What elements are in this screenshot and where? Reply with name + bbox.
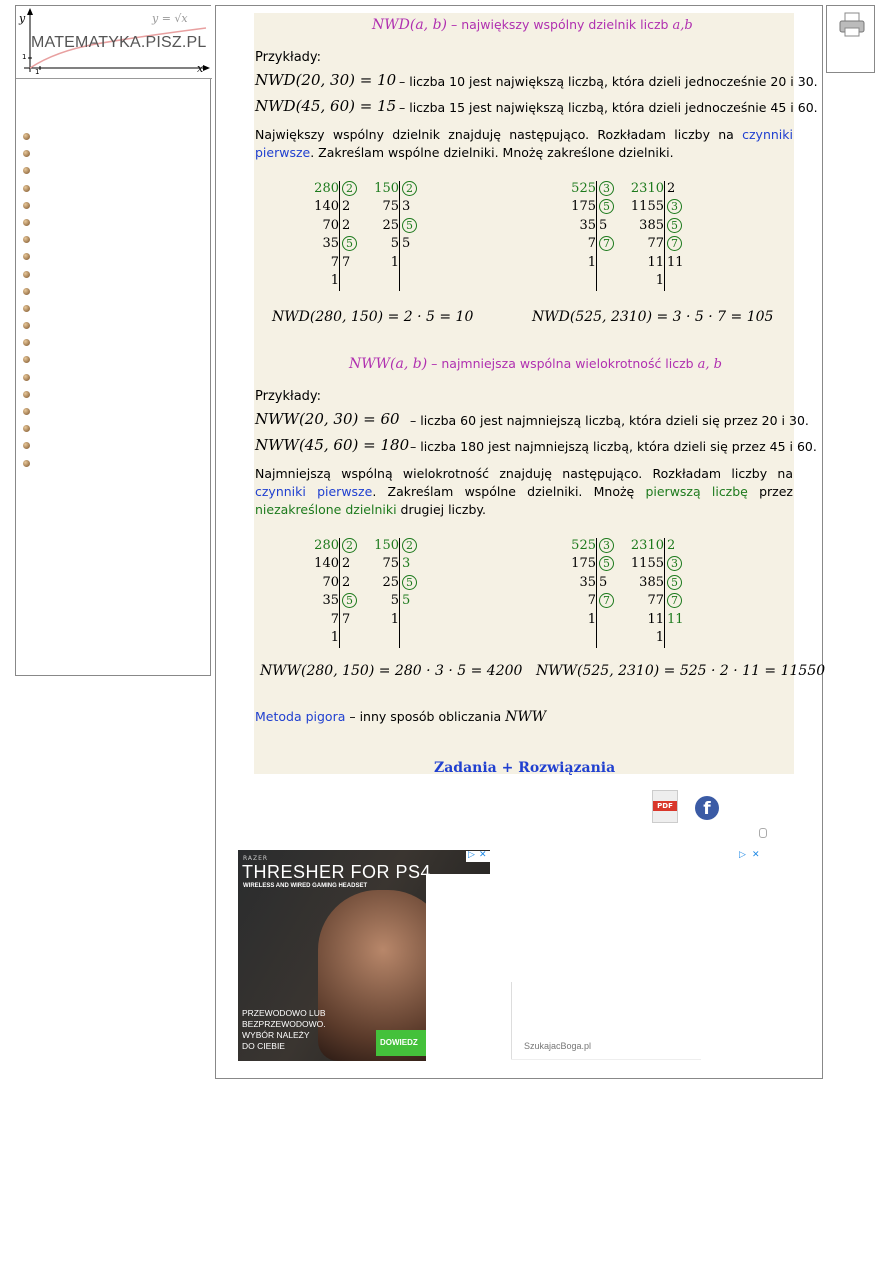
pdf-icon-label: PDF — [653, 801, 677, 811]
pdf-icon[interactable] — [652, 790, 678, 823]
bullet-icon — [23, 271, 30, 278]
factor-number: 35 — [322, 236, 339, 252]
factor-divisor — [667, 236, 682, 251]
pigor-text: – inny sposób obliczania — [345, 709, 506, 724]
factor-number: 140 — [314, 199, 339, 215]
nww-heading-vars: a, b — [697, 357, 722, 372]
bullet-icon — [23, 202, 30, 209]
nww-result-2: NWW(525, 2310) = 525 · 2 · 11 = 11550 — [536, 663, 826, 679]
nww-para-green2: niezakreślone dzielniki — [255, 502, 397, 517]
factor-number: 7 — [587, 236, 596, 252]
sidebar — [15, 5, 211, 676]
bullet-icon — [23, 167, 30, 174]
nww-paragraph — [255, 465, 793, 519]
factor-divisor — [667, 199, 682, 214]
nww-para-c: przez — [747, 484, 793, 499]
ad-cta-button[interactable]: DOWIEDZ — [376, 1030, 426, 1056]
nww-para-green1: pierwszą liczbę — [645, 484, 748, 499]
article-content — [254, 13, 826, 776]
ad-white-panel — [426, 874, 490, 1061]
factor-divisor — [667, 575, 682, 590]
factor-divisor: 5 — [599, 217, 608, 233]
bullet-icon — [23, 236, 30, 243]
circled-divisor: 2 — [402, 538, 417, 553]
factor-number: 75 — [382, 556, 399, 572]
factor-number: 75 — [382, 199, 399, 215]
factor-divisor — [599, 199, 614, 214]
factor-table — [309, 538, 429, 650]
ad2-divider — [511, 982, 512, 1060]
sidebar-item[interactable] — [23, 319, 203, 336]
logo-function: y = √x — [152, 12, 188, 25]
circled-divisor: 7 — [599, 593, 614, 608]
logo-x-label: x — [197, 62, 204, 75]
bullet-icon — [23, 339, 30, 346]
logo-tick-x: 1 — [35, 68, 40, 76]
factor-number: 385 — [639, 574, 664, 590]
factor-divisor: 2 — [342, 217, 351, 233]
bullet-icon — [23, 219, 30, 226]
sidebar-item[interactable] — [23, 457, 203, 474]
factor-divisor — [667, 218, 682, 233]
factor-number: 1155 — [630, 556, 664, 572]
nww-para-b: . Zakreślam wspólne dzielniki. Mnożę — [372, 484, 646, 499]
factor-divisor: 5 — [599, 574, 608, 590]
division-bar — [596, 538, 597, 648]
sidebar-item[interactable] — [23, 199, 203, 216]
nww-examples-label: Przykłady: — [255, 389, 322, 404]
link-czynniki-pierwsze-2[interactable]: czynniki pierwsze — [255, 484, 373, 499]
nwd-ex2-math: NWD(45, 60) = 15 — [255, 97, 397, 115]
bullet-icon — [23, 442, 30, 449]
nww-para-d: drugiej liczby. — [396, 502, 486, 517]
circled-divisor: 2 — [402, 181, 417, 196]
circled-divisor: 7 — [667, 593, 682, 608]
factor-number: 140 — [314, 556, 339, 572]
sidebar-item[interactable] — [23, 268, 203, 285]
factor-divisor: 2 — [342, 574, 351, 590]
factor-divisor — [342, 538, 357, 553]
factor-divisor — [599, 593, 614, 608]
factor-divisor — [402, 538, 417, 553]
circled-divisor: 2 — [342, 538, 357, 553]
logo-tick-y: 1 — [22, 53, 27, 61]
factor-number: 1155 — [630, 199, 664, 215]
link-metoda-pigora[interactable]: Metoda pigora — [255, 709, 346, 724]
factor-divisor — [402, 218, 417, 233]
factor-number: 35 — [322, 593, 339, 609]
factor-divisor: 2 — [667, 181, 676, 196]
ad-brand: RAZER — [243, 855, 269, 862]
factor-divisor: 3 — [402, 556, 411, 572]
ad2-choices[interactable] — [739, 851, 763, 862]
circled-divisor: 5 — [667, 218, 682, 233]
factor-number: 25 — [382, 574, 399, 590]
factor-number: 35 — [579, 217, 596, 233]
factor-number: 70 — [322, 574, 339, 590]
factor-number: 11 — [647, 611, 664, 627]
factor-number: 150 — [374, 181, 399, 196]
ad-close-icon[interactable]: ✕ — [479, 850, 487, 860]
nwd-heading-math: NWD(a, b) — [372, 17, 447, 33]
ad2-choices-icon[interactable]: ▷ — [739, 850, 746, 860]
factor-divisor — [342, 236, 357, 251]
nww-result-1: NWW(280, 150) = 280 · 3 · 5 = 4200 — [260, 663, 523, 679]
factor-number: 280 — [314, 538, 339, 553]
sidebar-item[interactable] — [23, 164, 203, 181]
ad2-domain[interactable]: SzukajacBoga.pl — [524, 1041, 592, 1051]
bullet-icon — [23, 408, 30, 415]
circled-divisor: 5 — [599, 556, 614, 571]
factor-divisor: 2 — [342, 199, 351, 215]
factor-table — [564, 538, 704, 650]
factor-number: 77 — [647, 593, 664, 609]
factor-number: 175 — [571, 556, 596, 572]
factor-divisor: 2 — [667, 538, 676, 553]
ad-banner-2[interactable] — [511, 850, 761, 1061]
factor-number: 7 — [330, 254, 339, 270]
link-czynniki-pierwsze[interactable]: czynniki pierwsze — [255, 127, 793, 160]
circled-divisor: 5 — [342, 236, 357, 251]
factor-number: 77 — [647, 236, 664, 252]
sidebar-item[interactable] — [23, 422, 203, 439]
nww-ex1-math: NWW(20, 30) = 60 — [255, 410, 400, 428]
nww-heading — [349, 356, 722, 372]
factor-divisor: 11 — [667, 254, 684, 270]
circled-divisor: 2 — [342, 181, 357, 196]
nwd-para-b: . Zakreślam wspólne dzielniki. Mnożę zakreślone dzielniki. — [310, 145, 674, 160]
factor-number: 35 — [579, 574, 596, 590]
circled-divisor: 3 — [599, 181, 614, 196]
factor-number: 385 — [639, 217, 664, 233]
bullet-icon — [23, 322, 30, 329]
nwd-result-2: NWD(525, 2310) = 3 · 5 · 7 = 105 — [532, 309, 774, 325]
nww-para-a: Najmniejszą wspólną wielokrotność znajduję następująco. Rozkładam liczby na — [255, 466, 793, 481]
sidebar-item[interactable] — [23, 353, 203, 370]
bullet-icon — [23, 150, 30, 157]
nww-ex2-math: NWW(45, 60) = 180 — [255, 436, 410, 454]
division-bar — [399, 538, 400, 648]
nww-heading-text: – najmniejsza wspólna wielokrotność liczb — [427, 356, 698, 371]
circled-divisor: 5 — [402, 218, 417, 233]
sidebar-item[interactable] — [23, 130, 203, 147]
pigor-line — [255, 709, 546, 725]
bullet-icon — [23, 356, 30, 363]
logo-y-label: y — [19, 12, 26, 25]
factor-number: 1 — [390, 254, 399, 270]
division-bar — [596, 181, 597, 291]
sidebar-item[interactable] — [23, 405, 203, 422]
logo-title: MATEMATYKA.PISZ.PL — [31, 34, 207, 51]
factor-number: 2310 — [630, 538, 664, 553]
circled-divisor: 5 — [402, 575, 417, 590]
nwd-result-1: NWD(280, 150) = 2 · 5 = 10 — [272, 309, 474, 325]
factor-divisor — [402, 181, 417, 196]
nwd-para-a: Największy wspólny dzielnik znajduję następująco. Rozkładam liczby na — [255, 127, 743, 142]
factor-table — [564, 181, 704, 293]
factor-number: 7 — [330, 611, 339, 627]
print-panel — [826, 5, 875, 73]
division-bar — [664, 181, 665, 291]
sidebar-item[interactable] — [23, 147, 203, 164]
bullet-icon — [23, 391, 30, 398]
bullet-icon — [23, 288, 30, 295]
factor-number: 7 — [587, 593, 596, 609]
sidebar-item[interactable] — [23, 285, 203, 302]
pigor-math: NWW — [505, 709, 547, 725]
factor-number: 5 — [390, 593, 399, 609]
nww-ex2-text: – liczba 180 jest najmniejszą liczbą, która dzieli się przez 45 i 60. — [410, 439, 817, 454]
bullet-icon — [23, 460, 30, 467]
division-bar — [339, 181, 340, 291]
circled-divisor: 5 — [667, 575, 682, 590]
ad-choices-icon[interactable]: ▷ — [468, 850, 475, 860]
sidebar-item[interactable] — [23, 216, 203, 233]
nwd-paragraph — [255, 126, 793, 162]
sidebar-item[interactable] — [23, 182, 203, 199]
factor-number: 175 — [571, 199, 596, 215]
factor-divisor — [342, 593, 357, 608]
print-icon[interactable] — [839, 12, 865, 38]
factor-divisor — [599, 236, 614, 251]
factor-divisor — [599, 538, 614, 553]
factor-divisor — [599, 556, 614, 571]
factor-divisor — [342, 181, 357, 196]
nwd-heading — [372, 17, 693, 33]
factor-divisor — [667, 556, 682, 571]
nww-ex1-text: – liczba 60 jest najmniejszą liczbą, która dzieli się przez 20 i 30. — [410, 413, 809, 428]
circled-divisor: 7 — [667, 236, 682, 251]
bullet-icon — [23, 374, 30, 381]
factor-number: 1 — [390, 611, 399, 627]
factor-number: 525 — [571, 538, 596, 553]
factor-number: 1 — [330, 630, 339, 645]
division-bar — [664, 538, 665, 648]
nww-heading-math: NWW(a, b) — [349, 356, 428, 372]
ad-title: THRESHER FOR PS4 — [242, 862, 432, 882]
link-zadania-rozwiazania[interactable]: Zadania + Rozwiązania — [434, 760, 616, 776]
sidebar-menu — [23, 130, 203, 474]
factor-number: 5 — [390, 236, 399, 252]
factor-number: 280 — [314, 181, 339, 196]
nwd-ex1-text: – liczba 10 jest największą liczbą, która dzieli jednocześnie 20 i 30. — [399, 74, 818, 89]
factor-divisor: 2 — [342, 556, 351, 572]
ad2-close-icon[interactable]: ✕ — [752, 850, 760, 860]
ad-subtitle: WIRELESS AND WIRED GAMING HEADSET — [243, 883, 368, 889]
factor-divisor: 11 — [667, 611, 684, 627]
nwd-ex1-math: NWD(20, 30) = 10 — [255, 71, 397, 89]
factor-number: 70 — [322, 217, 339, 233]
bullet-icon — [23, 425, 30, 432]
factor-divisor — [599, 181, 614, 196]
division-bar — [399, 181, 400, 291]
factor-divisor: 7 — [342, 254, 351, 270]
sidebar-item[interactable] — [23, 336, 203, 353]
circled-divisor: 7 — [599, 236, 614, 251]
circled-divisor: 5 — [342, 593, 357, 608]
sidebar-item[interactable] — [23, 233, 203, 250]
nwd-heading-vars: a,b — [672, 18, 693, 33]
ad-choices[interactable] — [466, 851, 490, 862]
scroll-icon — [759, 828, 767, 838]
factor-divisor: 3 — [402, 199, 411, 215]
site-logo[interactable] — [16, 6, 212, 79]
factor-number: 1 — [655, 273, 664, 288]
factor-number: 150 — [374, 538, 399, 553]
circled-divisor: 5 — [599, 199, 614, 214]
factor-divisor — [667, 593, 682, 608]
sidebar-item[interactable] — [23, 388, 203, 405]
division-bar — [339, 538, 340, 648]
nwd-examples-label: Przykłady: — [255, 50, 322, 65]
factor-number: 1 — [655, 630, 664, 645]
factor-divisor: 5 — [402, 593, 411, 609]
nwd-ex2-text: – liczba 15 jest największą liczbą, która dzieli jednocześnie 45 i 60. — [399, 100, 818, 115]
factor-table — [309, 181, 429, 293]
bullet-icon — [23, 253, 30, 260]
factor-number: 25 — [382, 217, 399, 233]
circled-divisor: 3 — [667, 556, 682, 571]
factor-number: 11 — [647, 254, 664, 270]
ad2-divider-bottom — [511, 1059, 701, 1060]
bullet-icon — [23, 185, 30, 192]
sidebar-item[interactable] — [23, 250, 203, 267]
factor-number: 2310 — [630, 181, 664, 196]
sidebar-item[interactable] — [23, 371, 203, 388]
factor-divisor — [402, 575, 417, 590]
factor-number: 1 — [587, 254, 596, 270]
sidebar-item[interactable] — [23, 439, 203, 456]
circled-divisor: 3 — [667, 199, 682, 214]
bullet-icon — [23, 133, 30, 140]
facebook-icon[interactable]: f — [695, 796, 719, 820]
factor-number: 525 — [571, 181, 596, 196]
factor-number: 1 — [587, 611, 596, 627]
factor-number: 1 — [330, 273, 339, 288]
sidebar-item[interactable] — [23, 302, 203, 319]
bullet-icon — [23, 305, 30, 312]
circled-divisor: 3 — [599, 538, 614, 553]
factor-divisor: 7 — [342, 611, 351, 627]
nwd-heading-text: – największy wspólny dzielnik liczb — [447, 17, 673, 32]
ad-banner-razer[interactable] — [238, 850, 490, 1061]
factor-divisor: 5 — [402, 236, 411, 252]
ad-body: PRZEWODOWO LUB BEZPRZEWODOWO. WYBÓR NALEŻY DO CIEBIE — [242, 1008, 326, 1051]
